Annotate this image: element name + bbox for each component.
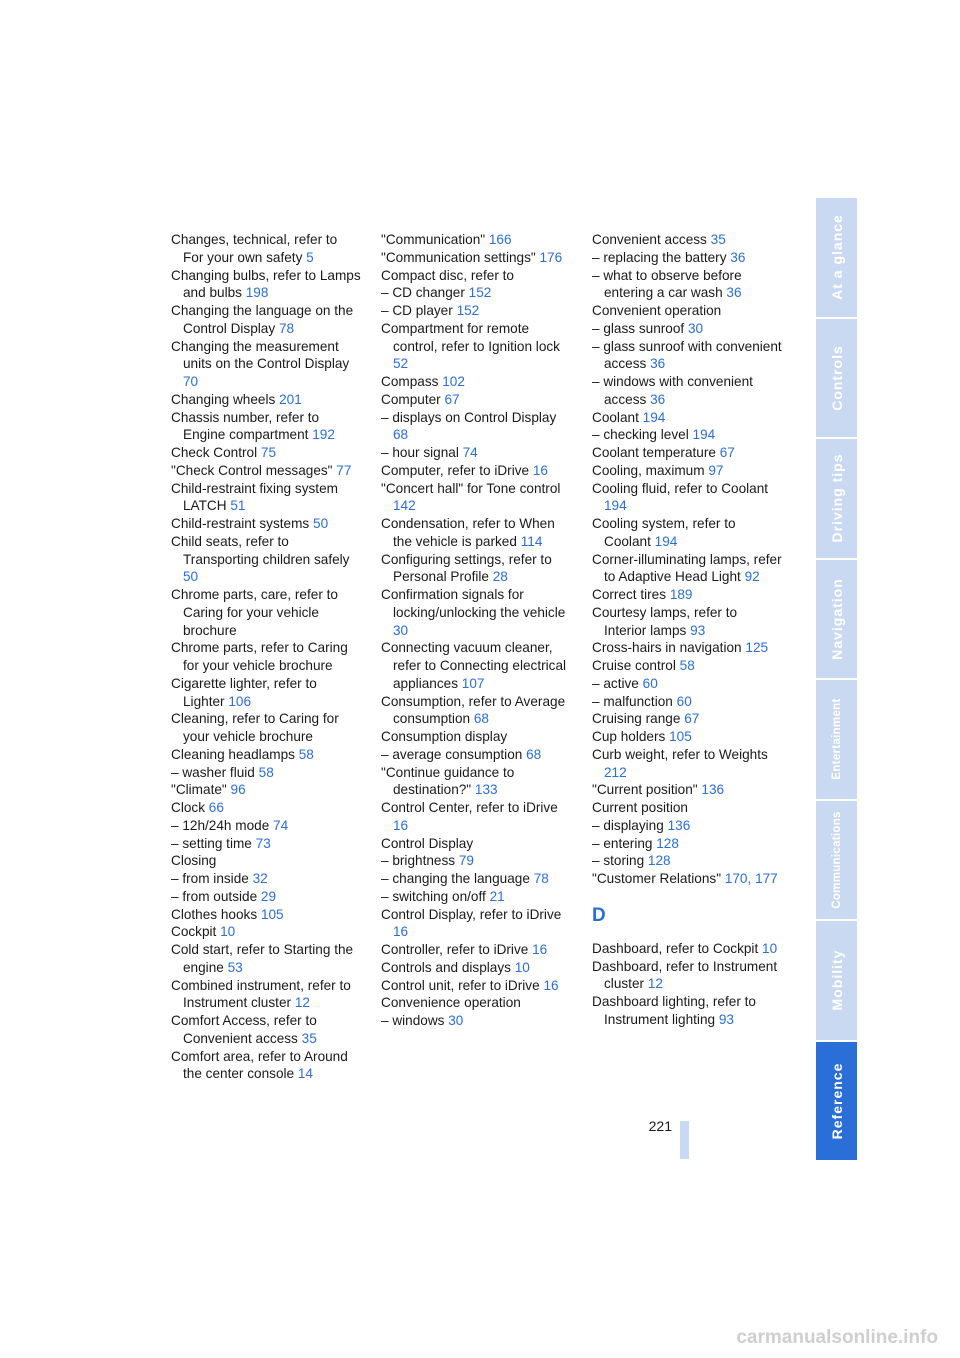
index-entry: [171, 231, 361, 267]
index-entry: [171, 1048, 361, 1084]
index-entry: [381, 231, 571, 249]
page-reference-link[interactable]: 53: [227, 959, 243, 975]
index-entry-text: Cooling system, refer to Coolant: [592, 516, 736, 549]
page-reference-link[interactable]: 35: [710, 232, 726, 247]
index-entry-text: – switching on/off: [381, 888, 486, 904]
index-entry-text: – storing: [592, 853, 645, 869]
tab-mobility[interactable]: [816, 921, 857, 1042]
index-entry: [592, 302, 782, 320]
page-number-bar: [680, 1121, 689, 1159]
index-entry-text: Cigarette lighter, refer to Lighter: [171, 675, 317, 709]
page-reference-link[interactable]: 105: [260, 906, 284, 922]
tab-label: Driving tips: [828, 453, 845, 543]
index-entry-text: – CD changer: [381, 285, 465, 301]
page-reference-link[interactable]: 30: [687, 320, 704, 336]
index-entry-text: – windows with convenient access: [592, 374, 753, 407]
index-entry: [381, 994, 571, 1012]
page-reference-link[interactable]: 194: [692, 427, 716, 443]
index-entry: [592, 480, 782, 516]
index-entry-text: Chassis number, refer to Engine compartment: [171, 409, 320, 443]
index-entry-text: Convenience operation: [381, 995, 521, 1011]
index-entry: [171, 923, 361, 941]
index-entry-text: Dashboard lighting, refer to Instrument lighting: [592, 994, 756, 1027]
index-entry: [171, 817, 361, 835]
page-reference-link[interactable]: 67: [719, 445, 735, 460]
index-entry: [171, 302, 361, 338]
index-entry-text: – displays on Control Display: [381, 409, 557, 425]
index-entry: [381, 870, 571, 888]
index-entry: [381, 888, 571, 906]
tab-label: Communications: [830, 811, 843, 909]
page-reference-link[interactable]: 128: [656, 835, 679, 851]
index-entry-text: Comfort Access, refer to Convenient access: [171, 1013, 317, 1046]
index-entry-text: Changing bulbs, refer to Lamps and bulbs: [171, 267, 361, 301]
index-column-3: [592, 231, 782, 1029]
index-entry: [171, 409, 361, 445]
index-entry-text: Condensation, refer to When the vehicle is parked: [381, 516, 555, 549]
index-entry: [592, 675, 782, 693]
index-entry: [381, 852, 571, 870]
page-reference-link[interactable]: 105: [669, 729, 692, 744]
index-entry: [171, 444, 361, 462]
page-reference-link[interactable]: 78: [533, 871, 549, 886]
index-entry-text: Cup holders: [592, 729, 666, 744]
index-entry-text: Changing the language on the Control Display: [171, 303, 354, 336]
index-entry: [592, 799, 782, 817]
index-entry: [381, 373, 571, 391]
index-entry-text: – from outside: [171, 888, 258, 904]
index-entry: [171, 533, 361, 586]
index-entry: [381, 906, 571, 942]
index-entry-text: Chrome parts, refer to Caring for your vehicle brochure: [171, 640, 348, 673]
index-entry-text: Corner-illuminating lamps, refer to Adaptive Head Light: [592, 551, 782, 585]
page-reference-link[interactable]: 12: [647, 976, 663, 992]
index-entry-text: Control Center, refer to iDrive: [381, 800, 558, 815]
index-entry-text: – windows: [381, 1013, 445, 1028]
index-entry-text: Cockpit: [171, 924, 217, 940]
index-entry: [171, 888, 361, 906]
index-entry-text: – setting time: [171, 835, 252, 851]
index-entry: [592, 338, 782, 374]
index-entry-text: Dashboard, refer to Instrument cluster: [592, 958, 778, 992]
page-reference-link[interactable]: 30: [448, 1013, 464, 1028]
page-reference-link[interactable]: 93: [718, 1011, 734, 1027]
index-entry: [171, 391, 361, 409]
page-reference-link[interactable]: 50: [183, 569, 199, 585]
index-entry-text: Curb weight, refer to Weights: [592, 746, 768, 762]
page-reference-link[interactable]: 170: [724, 871, 748, 886]
index-entry: [592, 710, 782, 728]
page-reference-link[interactable]: 133: [474, 782, 498, 798]
index-entry-text: "Communication settings": [381, 249, 536, 265]
page-reference-link[interactable]: 96: [230, 782, 246, 798]
index-entry-text: Cooling, maximum: [592, 462, 705, 478]
index-entry-text: Computer, refer to iDrive: [381, 462, 530, 478]
index-entry: [171, 852, 361, 870]
index-entry: [592, 639, 782, 657]
index-entry: [592, 958, 782, 994]
page-reference-link[interactable]: 35: [301, 1030, 317, 1046]
index-entry-text: – displaying: [592, 817, 664, 833]
index-entry: [592, 551, 782, 587]
page-reference-link[interactable]: 125: [745, 640, 769, 656]
index-entry-text: "Climate": [171, 782, 227, 798]
index-entry-text: – brightness: [381, 853, 456, 869]
index-entry-text: Convenient access: [592, 232, 707, 247]
index-entry-text: – replacing the battery: [592, 249, 727, 265]
page-reference-link[interactable]: 212: [604, 764, 627, 780]
index-entry-text: Computer: [381, 391, 441, 407]
page-reference-link[interactable]: 194: [654, 533, 678, 549]
index-entry: [381, 835, 571, 853]
index-entry: [171, 781, 361, 799]
index-entry-text: Clock: [171, 800, 205, 815]
page-reference-link[interactable]: 75: [260, 445, 277, 460]
page-reference-link[interactable]: 36: [650, 356, 666, 372]
index-entry: [592, 940, 782, 958]
index-entry: [592, 426, 782, 444]
index-entry-text: Courtesy lamps, refer to Interior lamps: [592, 604, 738, 638]
index-entry-text: – 12h/24h mode: [171, 817, 270, 833]
page-reference-link[interactable]: 176: [539, 249, 563, 265]
index-entry: [381, 1012, 571, 1030]
index-entry: [171, 515, 361, 533]
index-entry: [592, 657, 782, 675]
index-entry-text: Clothes hooks: [171, 906, 258, 922]
page-reference-link[interactable]: 21: [489, 888, 505, 904]
page-reference-link[interactable]: 36: [730, 249, 746, 265]
index-entry: [592, 320, 782, 338]
index-entry: [171, 675, 361, 711]
page-reference-link[interactable]: 12: [294, 995, 310, 1011]
page-reference-link[interactable]: 66: [208, 800, 224, 815]
index-entry: [592, 231, 782, 249]
index-entry: [381, 728, 571, 746]
index-entry-text: – checking level: [592, 427, 689, 443]
index-entry-text: – CD player: [381, 303, 453, 318]
page-reference-link[interactable]: 106: [228, 693, 252, 709]
page-reference-link[interactable]: 58: [298, 746, 314, 762]
index-entry-text: Cross-hairs in navigation: [592, 640, 742, 656]
index-entry: [592, 515, 782, 551]
index-entry: [381, 302, 571, 320]
tab-label: Entertainment: [830, 698, 843, 780]
index-entry: [381, 586, 571, 639]
index-column-2: [381, 231, 571, 1030]
index-letter-heading: D: [592, 904, 606, 926]
index-entry-text: Compass: [381, 374, 439, 389]
page-reference-link[interactable]: 16: [532, 942, 548, 957]
index-entry-text: Closing: [171, 853, 217, 869]
page-reference-link[interactable]: 29: [260, 888, 277, 904]
index-entry-text: Child-restraint fixing system LATCH: [171, 480, 338, 514]
page-reference-link[interactable]: 58: [258, 764, 274, 780]
index-entry: [171, 906, 361, 924]
tab-reference[interactable]: [816, 1042, 857, 1161]
page-reference-link[interactable]: 194: [642, 409, 666, 425]
index-entry-text: "Communication": [381, 232, 486, 247]
index-entry-text: – glass sunroof with convenient access: [592, 338, 782, 372]
index-entry-text: Child seats, refer to Transporting children safely: [171, 533, 350, 567]
page-reference-link[interactable]: 128: [647, 853, 671, 869]
index-entry: [171, 941, 361, 977]
page-reference-link[interactable]: 16: [532, 462, 548, 478]
index-entry-text: – washer fluid: [171, 764, 255, 780]
tab-label: Mobility: [828, 949, 845, 1011]
index-entry: [171, 338, 361, 391]
tab-driving-tips[interactable]: [816, 439, 857, 560]
index-entry-text: Compact disc, refer to: [381, 267, 514, 283]
index-entry-text: Control unit, refer to iDrive: [381, 977, 540, 993]
tab-label: Controls: [828, 344, 845, 411]
index-entry-text: Control Display, refer to iDrive: [381, 906, 562, 922]
index-entry-text: "Current position": [592, 782, 698, 798]
page-reference-link[interactable]: 68: [526, 746, 542, 762]
index-entry-text: Cleaning headlamps: [171, 746, 295, 762]
tab-at-a-glance[interactable]: [816, 198, 857, 319]
page-reference-link[interactable]: 60: [642, 675, 658, 691]
page-reference-link[interactable]: 32: [252, 871, 268, 886]
index-entry-text: – malfunction: [592, 693, 673, 709]
page-reference-link[interactable]: 36: [726, 285, 742, 301]
index-entry-text: Convenient operation: [592, 303, 722, 318]
index-entry: [171, 799, 361, 817]
page-number: 221: [648, 1118, 672, 1134]
index-entry-text: "Continue guidance to destination?": [381, 764, 515, 798]
page-reference-link[interactable]: 68: [473, 711, 489, 727]
tab-entertainment[interactable]: [816, 680, 857, 801]
page-reference-link[interactable]: 92: [744, 569, 760, 585]
tab-controls[interactable]: [816, 319, 857, 440]
index-entry: [171, 746, 361, 764]
tab-communications[interactable]: [816, 801, 857, 922]
index-entry: [592, 373, 782, 409]
index-entry: [171, 639, 361, 675]
index-entry: [592, 993, 782, 1029]
index-entry: [381, 959, 571, 977]
page-reference-link[interactable]: 152: [468, 285, 492, 301]
index-entry: [381, 693, 571, 729]
index-entry: [171, 977, 361, 1013]
page-reference-link[interactable]: 166: [488, 232, 512, 247]
page-reference-link[interactable]: 177: [755, 871, 778, 886]
index-entry-text: Control Display: [381, 835, 474, 851]
page-reference-link[interactable]: 198: [245, 285, 269, 301]
page-reference-link[interactable]: 192: [312, 427, 335, 443]
index-entry-text: Coolant temperature: [592, 445, 716, 460]
page-reference-link[interactable]: 194: [604, 498, 627, 514]
index-entry: [171, 586, 361, 639]
index-entry: [171, 480, 361, 516]
index-entry-text: Cleaning, refer to Caring for your vehicle brochure: [171, 711, 339, 744]
tab-label: Navigation: [828, 577, 845, 660]
index-entry-text: – glass sunroof: [592, 320, 685, 336]
page-reference-link[interactable]: 16: [543, 977, 559, 993]
index-entry-text: – hour signal: [381, 445, 459, 460]
page-reference-link[interactable]: 10: [514, 959, 530, 975]
page-reference-link[interactable]: 30: [393, 622, 409, 638]
section-tabs: [816, 198, 857, 1160]
index-entry: [381, 409, 571, 445]
index-entry-text: Child-restraint systems: [171, 516, 310, 531]
index-entry: [171, 835, 361, 853]
index-entry-text: Chrome parts, care, refer to Caring for your vehicle brochure: [171, 587, 338, 638]
page-reference-link[interactable]: 70: [183, 374, 199, 389]
index-entry: [592, 604, 782, 640]
index-entry: [592, 835, 782, 853]
page-reference-link[interactable]: 102: [442, 374, 465, 389]
index-entry: [592, 444, 782, 462]
page-reference-link[interactable]: 10: [220, 924, 236, 940]
index-entry: [381, 249, 571, 267]
index-entry-text: Controller, refer to iDrive: [381, 942, 529, 957]
index-entry-text: "Concert hall" for Tone control: [381, 480, 561, 496]
index-entry: [592, 817, 782, 835]
index-entry-text: – from inside: [171, 871, 249, 886]
page-reference-link[interactable]: 114: [520, 533, 543, 549]
index-entry: [592, 693, 782, 711]
page-reference-link[interactable]: 189: [669, 587, 693, 602]
index-entry: [381, 320, 571, 373]
index-entry-text: Comfort area, refer to Around the center console: [171, 1048, 348, 1082]
index-entry: [592, 586, 782, 604]
page-reference-link[interactable]: 28: [492, 569, 508, 585]
index-entry: [171, 764, 361, 782]
page-reference-link[interactable]: 14: [297, 1066, 313, 1082]
index-entry: [592, 781, 782, 799]
page-reference-link[interactable]: 16: [393, 924, 409, 940]
index-entry-text: Changing the measurement units on the Control Display: [171, 338, 350, 372]
page-reference-link[interactable]: 201: [279, 391, 302, 407]
index-entry: [592, 462, 782, 480]
index-entry: [381, 746, 571, 764]
page-reference-link[interactable]: 107: [461, 675, 485, 691]
index-entry: [381, 267, 571, 285]
index-entry-text: Cruise control: [592, 658, 676, 673]
index-entry: [592, 249, 782, 267]
index-entry: [381, 462, 571, 480]
index-entry-text: Coolant: [592, 409, 639, 425]
index-entry: [592, 746, 782, 782]
index-entry-text: Consumption display: [381, 729, 508, 744]
index-entry-text: Cooling fluid, refer to Coolant: [592, 480, 769, 496]
index-entry-text: Configuring settings, refer to Personal Profile: [381, 551, 552, 585]
index-entry: [381, 764, 571, 800]
index-entry: [381, 551, 571, 587]
index-entry: [592, 852, 782, 870]
index-entry-text: Compartment for remote control, refer to Ignition lock: [381, 320, 560, 354]
index-entry-text: "Check Control messages": [171, 462, 333, 478]
index-entry-text: Cruising range: [592, 711, 681, 727]
index-entry-text: Connecting vacuum cleaner, refer to Connecting electrical appliances: [381, 640, 567, 691]
index-entry-text: Cold start, refer to Starting the engine: [171, 942, 354, 975]
index-entry: [592, 870, 782, 888]
page-reference-link[interactable]: 67: [444, 391, 460, 407]
page-reference-link[interactable]: 68: [393, 427, 409, 443]
index-entry: [381, 941, 571, 959]
index-entry-text: – average consumption: [381, 746, 523, 762]
index-entry-text: Confirmation signals for locking/unlocking the vehicle: [381, 587, 566, 620]
index-entry: [381, 799, 571, 835]
index-entry-text: "Customer Relations": [592, 871, 722, 886]
index-entry: [381, 977, 571, 995]
page-reference-link[interactable]: 16: [393, 817, 409, 833]
index-entry: [381, 480, 571, 516]
index-entry: [381, 639, 571, 692]
index-entry: [592, 267, 782, 303]
page-reference-link[interactable]: 36: [650, 391, 666, 407]
index-entry: [171, 710, 361, 746]
page-reference-link[interactable]: 78: [278, 320, 295, 336]
index-entry: [171, 1012, 361, 1048]
index-entry: [171, 267, 361, 303]
index-entry: [171, 870, 361, 888]
page-reference-link[interactable]: 136: [701, 782, 725, 798]
page-reference-link[interactable]: 73: [255, 835, 271, 851]
index-entry: [171, 462, 361, 480]
index-entry: [381, 391, 571, 409]
index-entry-text: Dashboard, refer to Cockpit: [592, 940, 759, 956]
page-reference-link[interactable]: 77: [336, 462, 352, 478]
index-entry: [381, 515, 571, 551]
page-reference-link[interactable]: 5: [306, 249, 314, 265]
index-entry-text: – active: [592, 675, 639, 691]
page-reference-link[interactable]: 93: [690, 622, 706, 638]
index-entry-text: Consumption, refer to Average consumption: [381, 693, 566, 727]
tab-label: At a glance: [828, 214, 845, 301]
index-entry: [592, 409, 782, 427]
index-entry-text: Combined instrument, refer to Instrument cluster: [171, 977, 351, 1011]
index-entry-text: Changes, technical, refer to For your own safety: [171, 232, 338, 265]
index-entry-text: Changing wheels: [171, 391, 276, 407]
index-entry-text: – entering: [592, 835, 653, 851]
index-entry-text: Check Control: [171, 445, 258, 460]
page-reference-link[interactable]: 136: [667, 817, 691, 833]
page-reference-link[interactable]: 10: [762, 940, 778, 956]
page-separator: ,: [747, 871, 752, 886]
index-entry-text: Correct tires: [592, 587, 667, 602]
index-entry-text: Controls and displays: [381, 959, 511, 975]
page-reference-link[interactable]: 51: [230, 498, 246, 514]
page-reference-link[interactable]: 74: [273, 817, 289, 833]
page-reference-link[interactable]: 79: [458, 853, 474, 869]
index-entry-text: – changing the language: [381, 871, 530, 886]
page-reference-link[interactable]: 58: [679, 658, 695, 673]
index-entry: [381, 284, 571, 302]
index-entry-text: – what to observe before entering a car wash: [592, 267, 742, 301]
page-reference-link[interactable]: 74: [462, 445, 478, 460]
page-reference-link[interactable]: 60: [676, 693, 692, 709]
index-column-1: [171, 231, 361, 1083]
page-reference-link[interactable]: 97: [708, 462, 724, 478]
watermark: carmanualsonline.info: [736, 1327, 938, 1348]
tab-navigation[interactable]: [816, 560, 857, 681]
page-reference-link[interactable]: 67: [684, 711, 700, 727]
index-entry: [592, 728, 782, 746]
page-reference-link[interactable]: 152: [456, 303, 480, 318]
page-reference-link[interactable]: 52: [393, 356, 409, 372]
page-reference-link[interactable]: 50: [313, 516, 329, 531]
tab-label: Reference: [828, 1062, 845, 1140]
index-entry: [381, 444, 571, 462]
index-entry-text: Current position: [592, 800, 688, 815]
page-reference-link[interactable]: 142: [393, 498, 416, 514]
